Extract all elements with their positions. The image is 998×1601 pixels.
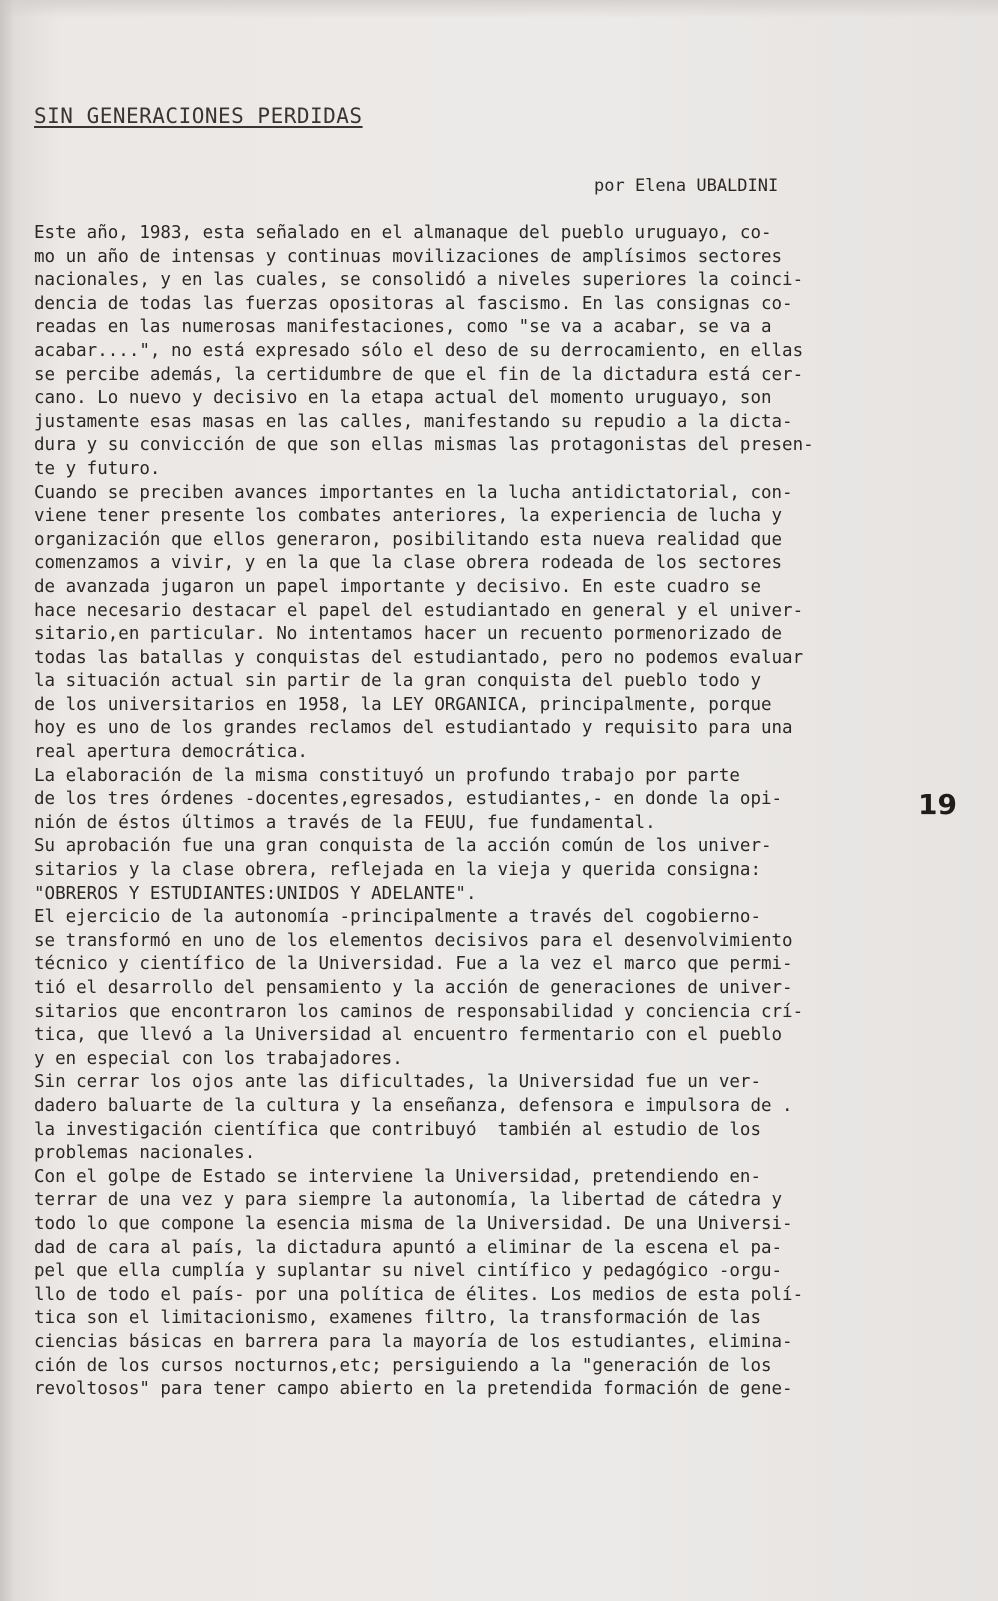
paper-left-shadow	[0, 0, 14, 1601]
text-line: todas las batallas y conquistas del estudiantado, pero no podemos evaluar	[34, 647, 804, 668]
paper-top-shadow	[0, 0, 998, 18]
text-line: hoy es uno de los grandes reclamos del estudiantado y requisito para una	[34, 718, 793, 739]
text-line: real apertura democrática.	[34, 742, 308, 763]
text-line: viene tener presente los combates anteriores, la experiencia de lucha y	[34, 506, 783, 527]
text-line: la investigación científica que contribuyó también al estudio de los	[34, 1119, 761, 1140]
page-number: 19	[918, 788, 957, 821]
text-line: de los universitarios en 1958, la LEY ORGANICA, principalmente, porque	[34, 694, 772, 715]
text-line: ciencias básicas en barrera para la mayoría de los estudiantes, elimina-	[34, 1331, 793, 1352]
text-line: tica, que llevó a la Universidad al encuentro fermentario con el pueblo	[34, 1025, 783, 1046]
text-line: Su aprobación fue una gran conquista de la acción común de los univer-	[34, 836, 772, 857]
text-line: acabar....", no está expresado sólo el deso de su derrocamiento, en ellas	[34, 340, 804, 361]
text-line: la situación actual sin partir de la gran conquista del pueblo todo y	[34, 671, 761, 692]
text-line: cano. Lo nuevo y decisivo en la etapa actual del momento uruguayo, son	[34, 388, 772, 409]
text-line: tió el desarrollo del pensamiento y la acción de generaciones de univer-	[34, 978, 793, 998]
text-line: llo de todo el país- por una política de élites. Los medios de esta polí-	[34, 1284, 804, 1305]
text-line: Este año, 1983, esta señalado en el almanaque del pueblo uruguayo, co-	[34, 223, 772, 243]
text-line: terrar de una vez y para siempre la autonomía, la libertad de cátedra y	[34, 1190, 783, 1211]
text-line: pel que ella cumplía y suplantar su nivel cintífico y pedagógico -orgu-	[34, 1261, 783, 1282]
text-line: sitarios y la clase obrera, reflejada en la vieja y querida consigna:	[34, 860, 761, 881]
text-line: revoltosos" para tener campo abierto en la pretendida formación de gene-	[34, 1379, 793, 1400]
text-line: se percibe además, la certidumbre de que el fin de la dictadura está cer-	[34, 364, 804, 385]
text-line: hace necesario destacar el papel del estudiantado en general y el univer-	[34, 600, 804, 621]
text-line: dura y su convicción de que son ellas mismas las protagonistas del presen-	[34, 435, 814, 456]
text-line: técnico y científico de la Universidad. Fue a la vez el marco que permi-	[34, 954, 793, 975]
text-line: nión de éstos últimos a través de la FEUU, fue fundamental.	[34, 812, 656, 833]
text-line: La elaboración de la misma constituyó un profundo trabajo por parte	[34, 765, 740, 786]
article-title: SIN GENERACIONES PERDIDAS	[34, 104, 363, 128]
text-line: y en especial con los trabajadores.	[34, 1048, 403, 1069]
text-line: justamente esas masas en las calles, manifestando su repudio a la dicta-	[34, 411, 793, 432]
text-line: organización que ellos generaron, posibilitando esta nueva realidad que	[34, 529, 783, 550]
text-line: tica son el limitacionismo, examenes filtro, la transformación de las	[34, 1308, 761, 1329]
text-line: te y futuro.	[34, 458, 161, 479]
text-line: dadero baluarte de la cultura y la enseñanza, defensora e impulsora de .	[34, 1095, 793, 1116]
text-line: de avanzada jugaron un papel importante y decisivo. En este cuadro se	[34, 576, 761, 597]
text-line: se transformó en uno de los elementos decisivos para el desenvolvimiento	[34, 930, 793, 951]
text-line: todo lo que compone la esencia misma de la Universidad. De una Universi-	[34, 1213, 793, 1234]
text-line: Cuando se preciben avances importantes en la lucha antidictatorial, con-	[34, 482, 793, 503]
text-line: El ejercicio de la autonomía -principalmente a través del cogobierno-	[34, 907, 761, 928]
article-body	[34, 222, 934, 1402]
text-line: de los tres órdenes -docentes,egresados, estudiantes,- en donde la opi-	[34, 789, 783, 810]
text-line: comenzamos a vivir, y en la que la clase obrera rodeada de los sectores	[34, 553, 783, 574]
text-line: Con el golpe de Estado se interviene la Universidad, pretendiendo en-	[34, 1166, 761, 1187]
text-line: mo un año de intensas y continuas movilizaciones de amplísimos sectores	[34, 246, 783, 267]
text-line: problemas nacionales.	[34, 1143, 256, 1164]
text-line: dad de cara al país, la dictadura apuntó a eliminar de la escena el pa-	[34, 1237, 783, 1258]
text-line: "OBREROS Y ESTUDIANTES:UNIDOS Y ADELANTE".	[34, 883, 477, 904]
text-line: nacionales, y en las cuales, se consolidó a niveles superiores la coinci-	[34, 270, 804, 291]
text-line: dencia de todas las fuerzas opositoras al fascismo. En las consignas co-	[34, 293, 793, 314]
text-line: sitarios que encontraron los caminos de responsabilidad y conciencia crí-	[34, 1001, 804, 1022]
text-line: readas en las numerosas manifestaciones, como "se va a acabar, se va a	[34, 317, 772, 338]
text-line: ción de los cursos nocturnos,etc; persiguiendo a la "generación de los	[34, 1355, 772, 1376]
article-byline: por Elena UBALDINI	[594, 176, 779, 196]
text-line: Sin cerrar los ojos ante las dificultades, la Universidad fue un ver-	[34, 1072, 761, 1093]
text-line: sitario,en particular. No intentamos hacer un recuento pormenorizado de	[34, 624, 783, 645]
